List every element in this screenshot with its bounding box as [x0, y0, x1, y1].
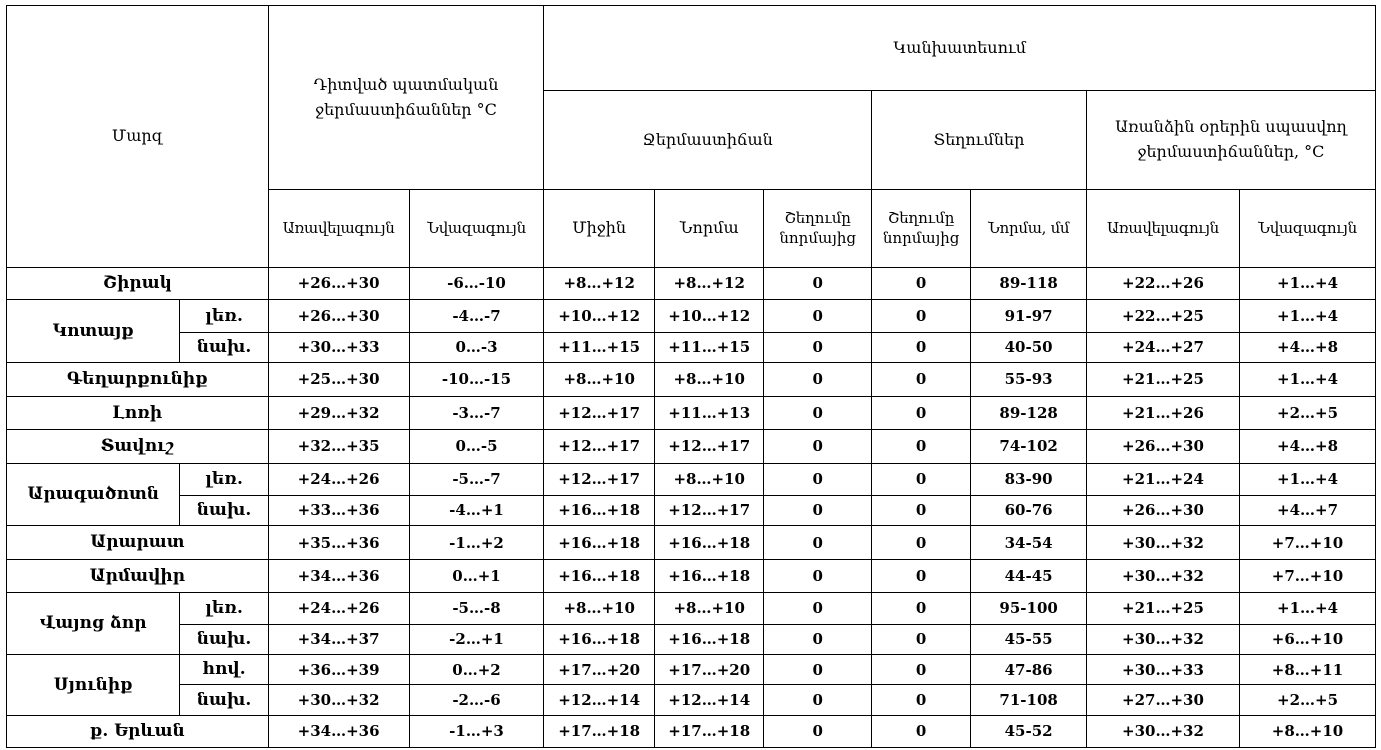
cell-hist-max: +34…+37	[268, 624, 409, 654]
cell-hist-min: 0…-3	[409, 332, 544, 362]
header-daily-temps: Առանձին օրերին սպասվող ջերմաստիճաններ, °C	[1086, 91, 1375, 190]
cell-hist-max: +30…+32	[268, 685, 409, 715]
table-row	[7, 332, 1376, 362]
header-norm-mm: Նորմա, մմ	[971, 190, 1087, 268]
cell-temp-deviation: 0	[764, 495, 871, 525]
cell-norm: +12…+17	[654, 495, 764, 525]
cell-hist-max: +26…+30	[268, 300, 409, 332]
header-hist-min: Նվազագույն	[409, 190, 544, 268]
cell-hist-max: +26…+30	[268, 268, 409, 300]
cell-day-max: +21…+24	[1086, 463, 1239, 495]
cell-precip-deviation: 0	[871, 655, 970, 685]
cell-norm-mm: 83-90	[971, 463, 1087, 495]
table-row	[7, 560, 1376, 592]
cell-norm-mm: 45-52	[971, 715, 1087, 747]
cell-norm: +16…+18	[654, 560, 764, 592]
cell-hist-min: -6…-10	[409, 268, 544, 300]
subregion-label: նախ.	[180, 685, 268, 715]
region-name: Արարատ	[7, 526, 269, 560]
cell-precip-deviation: 0	[871, 332, 970, 362]
cell-norm-mm: 40-50	[971, 332, 1087, 362]
table-row	[7, 362, 1376, 396]
cell-mean: +16…+18	[544, 495, 655, 525]
header-historical-temps: Դիտված պատմական ջերմաստիճաններ °C	[268, 6, 544, 190]
cell-hist-min: -1…+3	[409, 715, 544, 747]
header-region: Մարզ	[7, 6, 269, 268]
subregion-label: լեռ.	[180, 463, 268, 495]
cell-mean: +12…+17	[544, 430, 655, 463]
cell-day-min: +7…+10	[1240, 526, 1376, 560]
table-row	[7, 715, 1376, 747]
cell-mean: +16…+18	[544, 526, 655, 560]
table-row	[7, 526, 1376, 560]
cell-mean: +17…+20	[544, 655, 655, 685]
cell-norm-mm: 89-118	[971, 268, 1087, 300]
cell-norm: +12…+17	[654, 430, 764, 463]
cell-norm-mm: 91-97	[971, 300, 1087, 332]
region-name: Վայոց ձոր	[7, 592, 180, 655]
cell-precip-deviation: 0	[871, 397, 970, 430]
cell-hist-min: 0…+2	[409, 655, 544, 685]
header-precip-deviation: Շեղումը նորմայից	[871, 190, 970, 268]
cell-day-min: +7…+10	[1240, 560, 1376, 592]
table-row	[7, 397, 1376, 430]
cell-hist-max: +32…+35	[268, 430, 409, 463]
cell-mean: +8…+10	[544, 592, 655, 624]
cell-hist-max: +35…+36	[268, 526, 409, 560]
cell-temp-deviation: 0	[764, 332, 871, 362]
table-row	[7, 300, 1376, 332]
cell-precip-deviation: 0	[871, 300, 970, 332]
cell-norm-mm: 47-86	[971, 655, 1087, 685]
cell-day-min: +8…+10	[1240, 715, 1376, 747]
region-name: Արագածոտն	[7, 463, 180, 526]
cell-precip-deviation: 0	[871, 495, 970, 525]
cell-mean: +12…+14	[544, 685, 655, 715]
cell-day-max: +22…+25	[1086, 300, 1239, 332]
cell-day-max: +30…+32	[1086, 715, 1239, 747]
cell-precip-deviation: 0	[871, 592, 970, 624]
cell-hist-max: +29…+32	[268, 397, 409, 430]
cell-temp-deviation: 0	[764, 430, 871, 463]
cell-hist-min: -3…-7	[409, 397, 544, 430]
cell-mean: +17…+18	[544, 715, 655, 747]
cell-norm: +16…+18	[654, 624, 764, 654]
cell-hist-min: -2…-6	[409, 685, 544, 715]
cell-hist-min: -5…-8	[409, 592, 544, 624]
header-hist-max: Առավելագույն	[268, 190, 409, 268]
cell-mean: +8…+12	[544, 268, 655, 300]
cell-norm: +17…+20	[654, 655, 764, 685]
table-row	[7, 463, 1376, 495]
cell-day-min: +1…+4	[1240, 268, 1376, 300]
cell-day-max: +30…+32	[1086, 526, 1239, 560]
cell-day-max: +24…+27	[1086, 332, 1239, 362]
cell-day-max: +30…+32	[1086, 624, 1239, 654]
region-name: Գեղարքունիք	[7, 362, 269, 396]
cell-precip-deviation: 0	[871, 685, 970, 715]
cell-hist-max: +34…+36	[268, 715, 409, 747]
cell-day-max: +30…+33	[1086, 655, 1239, 685]
cell-day-max: +30…+32	[1086, 560, 1239, 592]
region-name: ք. Երևան	[7, 715, 269, 747]
cell-day-max: +22…+26	[1086, 268, 1239, 300]
cell-mean: +8…+10	[544, 362, 655, 396]
cell-hist-min: -4…+1	[409, 495, 544, 525]
cell-hist-min: -4…-7	[409, 300, 544, 332]
cell-day-min: +1…+4	[1240, 592, 1376, 624]
cell-temp-deviation: 0	[764, 685, 871, 715]
cell-mean: +12…+17	[544, 397, 655, 430]
cell-day-max: +27…+30	[1086, 685, 1239, 715]
cell-precip-deviation: 0	[871, 362, 970, 396]
cell-norm: +16…+18	[654, 526, 764, 560]
cell-norm: +8…+10	[654, 592, 764, 624]
header-precipitation: Տեղումներ	[871, 91, 1086, 190]
subregion-label: լեռ.	[180, 300, 268, 332]
cell-temp-deviation: 0	[764, 526, 871, 560]
cell-precip-deviation: 0	[871, 268, 970, 300]
subregion-label: նախ.	[180, 495, 268, 525]
cell-norm: +8…+12	[654, 268, 764, 300]
cell-day-max: +26…+30	[1086, 430, 1239, 463]
subregion-label: լեռ.	[180, 592, 268, 624]
table-row	[7, 430, 1376, 463]
cell-norm-mm: 34-54	[971, 526, 1087, 560]
cell-precip-deviation: 0	[871, 560, 970, 592]
cell-hist-min: -2…+1	[409, 624, 544, 654]
region-name: Արմավիր	[7, 560, 269, 592]
cell-norm: +8…+10	[654, 362, 764, 396]
cell-day-min: +2…+5	[1240, 397, 1376, 430]
region-name: Շիրակ	[7, 268, 269, 300]
cell-norm-mm: 71-108	[971, 685, 1087, 715]
cell-day-max: +21…+25	[1086, 362, 1239, 396]
cell-norm-mm: 95-100	[971, 592, 1087, 624]
cell-norm: +11…+13	[654, 397, 764, 430]
cell-hist-max: +24…+26	[268, 592, 409, 624]
cell-norm: +12…+14	[654, 685, 764, 715]
cell-norm-mm: 44-45	[971, 560, 1087, 592]
table-body	[7, 268, 1376, 748]
cell-precip-deviation: 0	[871, 526, 970, 560]
header-forecast: Կանխատեսում	[544, 6, 1376, 91]
cell-temp-deviation: 0	[764, 592, 871, 624]
cell-day-max: +21…+26	[1086, 397, 1239, 430]
cell-precip-deviation: 0	[871, 430, 970, 463]
cell-day-min: +8…+11	[1240, 655, 1376, 685]
cell-precip-deviation: 0	[871, 463, 970, 495]
cell-precip-deviation: 0	[871, 624, 970, 654]
cell-day-max: +26…+30	[1086, 495, 1239, 525]
cell-hist-min: 0…-5	[409, 430, 544, 463]
cell-precip-deviation: 0	[871, 715, 970, 747]
region-name: Լոռի	[7, 397, 269, 430]
cell-temp-deviation: 0	[764, 463, 871, 495]
region-name: Սյունիք	[7, 655, 180, 716]
cell-hist-max: +34…+36	[268, 560, 409, 592]
cell-day-min: +1…+4	[1240, 300, 1376, 332]
table-row	[7, 655, 1376, 685]
subregion-label: նախ.	[180, 332, 268, 362]
cell-day-min: +2…+5	[1240, 685, 1376, 715]
cell-temp-deviation: 0	[764, 300, 871, 332]
cell-norm-mm: 45-55	[971, 624, 1087, 654]
cell-temp-deviation: 0	[764, 560, 871, 592]
cell-norm: +11…+15	[654, 332, 764, 362]
header-norm: Նորմա	[654, 190, 764, 268]
cell-mean: +11…+15	[544, 332, 655, 362]
cell-norm-mm: 74-102	[971, 430, 1087, 463]
cell-day-min: +6…+10	[1240, 624, 1376, 654]
header-mean: Միջին	[544, 190, 655, 268]
cell-temp-deviation: 0	[764, 655, 871, 685]
cell-mean: +16…+18	[544, 624, 655, 654]
header-temperature: Ջերմաստիճան	[544, 91, 872, 190]
cell-temp-deviation: 0	[764, 624, 871, 654]
cell-day-max: +21…+25	[1086, 592, 1239, 624]
cell-mean: +10…+12	[544, 300, 655, 332]
cell-hist-min: -1…+2	[409, 526, 544, 560]
subregion-label: նախ.	[180, 624, 268, 654]
table-row	[7, 685, 1376, 715]
header-day-max: Առավելագույն	[1086, 190, 1239, 268]
table-row	[7, 624, 1376, 654]
region-name: Տավուշ	[7, 430, 269, 463]
cell-hist-min: -10…-15	[409, 362, 544, 396]
cell-norm-mm: 89-128	[971, 397, 1087, 430]
region-name: Կոտայք	[7, 300, 180, 363]
cell-temp-deviation: 0	[764, 397, 871, 430]
subregion-label: հով.	[180, 655, 268, 685]
cell-hist-max: +24…+26	[268, 463, 409, 495]
header-temp-deviation: Շեղումը նորմայից	[764, 190, 871, 268]
cell-hist-max: +30…+33	[268, 332, 409, 362]
cell-norm: +17…+18	[654, 715, 764, 747]
cell-day-min: +1…+4	[1240, 362, 1376, 396]
cell-norm: +10…+12	[654, 300, 764, 332]
cell-mean: +16…+18	[544, 560, 655, 592]
cell-day-min: +4…+7	[1240, 495, 1376, 525]
cell-day-min: +4…+8	[1240, 430, 1376, 463]
cell-mean: +12…+17	[544, 463, 655, 495]
table-row	[7, 495, 1376, 525]
table-row	[7, 592, 1376, 624]
cell-day-min: +1…+4	[1240, 463, 1376, 495]
cell-hist-min: 0…+1	[409, 560, 544, 592]
cell-norm-mm: 60-76	[971, 495, 1087, 525]
header-day-min: Նվազագույն	[1240, 190, 1376, 268]
cell-norm: +8…+10	[654, 463, 764, 495]
cell-hist-min: -5…-7	[409, 463, 544, 495]
climate-forecast-table	[6, 5, 1376, 748]
cell-hist-max: +25…+30	[268, 362, 409, 396]
cell-hist-max: +33…+36	[268, 495, 409, 525]
cell-temp-deviation: 0	[764, 715, 871, 747]
cell-day-min: +4…+8	[1240, 332, 1376, 362]
cell-temp-deviation: 0	[764, 268, 871, 300]
table-row	[7, 268, 1376, 300]
cell-hist-max: +36…+39	[268, 655, 409, 685]
cell-temp-deviation: 0	[764, 362, 871, 396]
cell-norm-mm: 55-93	[971, 362, 1087, 396]
